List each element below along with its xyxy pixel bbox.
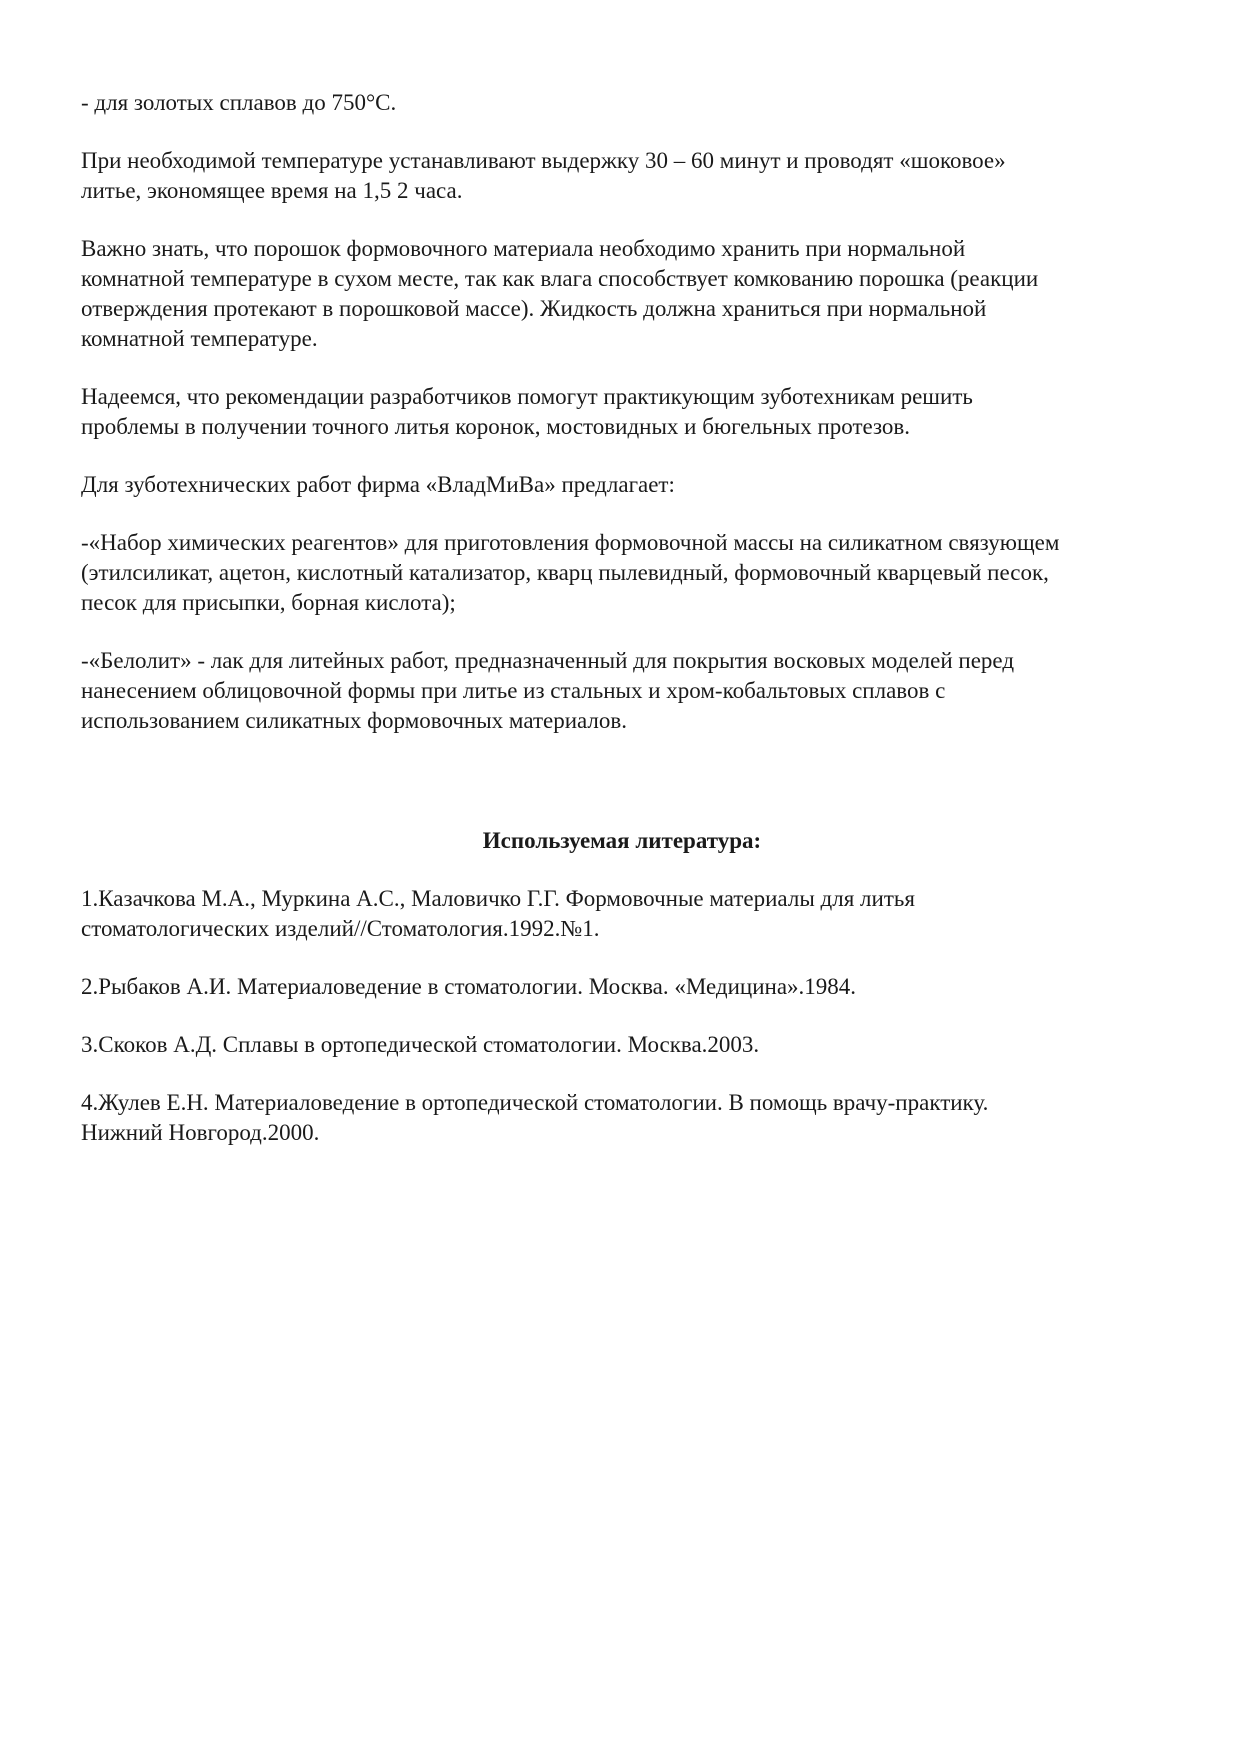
references-heading: Используемая литература:	[482, 828, 762, 853]
paragraph-shock-casting: При необходимой температуре устанавливают выдержку 30 – 60 минут и проводят «шоковое» литье, экономящее время на 1,5 2 часа.	[81, 148, 1006, 203]
page-content	[81, 88, 1181, 1176]
paragraph-reagent-kit: -«Набор химических реагентов» для приготовления формовочной массы на силикатном связующем (этилсиликат, ацетон, кислотный катализатор, кварц пылевидный, формовочный кварцевый песок, песок для присыпки, борная кислота);	[81, 530, 1060, 615]
paragraph-belolit: -«Белолит» - лак для литейных работ, предназначенный для покрытия восковых моделей перед нанесением облицовочной формы при литье из стальных и хром-кобальтовых сплавов с использованием силикатных формовочных материалов.	[81, 648, 1015, 733]
paragraph-recommendations: Надеемся, что рекомендации разработчиков помогут практикующим зуботехникам решить проблемы в получении точного литья коронок, мостовидных и бюгельных протезов.	[81, 384, 973, 439]
paragraph-vladmiva-offer: Для зуботехнических работ фирма «ВладМиВа» предлагает:	[81, 472, 675, 497]
reference-item-4: 4.Жулев Е.Н. Материаловедение в ортопедической стоматологии. В помощь врачу-практику. Нижний Новгород.2000.	[81, 1090, 989, 1145]
reference-item-2: 2.Рыбаков А.И. Материаловедение в стоматологии. Москва. «Медицина».1984.	[81, 974, 857, 999]
reference-item-3: 3.Скоков А.Д. Сплавы в ортопедической стоматологии. Москва.2003.	[81, 1032, 760, 1057]
reference-item-1: 1.Казачкова М.А., Муркина А.С., Маловичко Г.Г. Формовочные материалы для литья стоматологических изделий//Стоматология.1992.№1.	[81, 886, 915, 941]
section-spacer	[81, 764, 1181, 826]
paragraph-storage: Важно знать, что порошок формовочного материала необходимо хранить при нормальной комнатной температуре в сухом месте, так как влага способствует комкованию порошка (реакции отверждения протекают в порошковой массе). Жидкость должна храниться при нормальной комнатной температуре.	[81, 236, 1039, 351]
paragraph-gold-alloys: - для золотых сплавов до 750°С.	[81, 90, 397, 115]
